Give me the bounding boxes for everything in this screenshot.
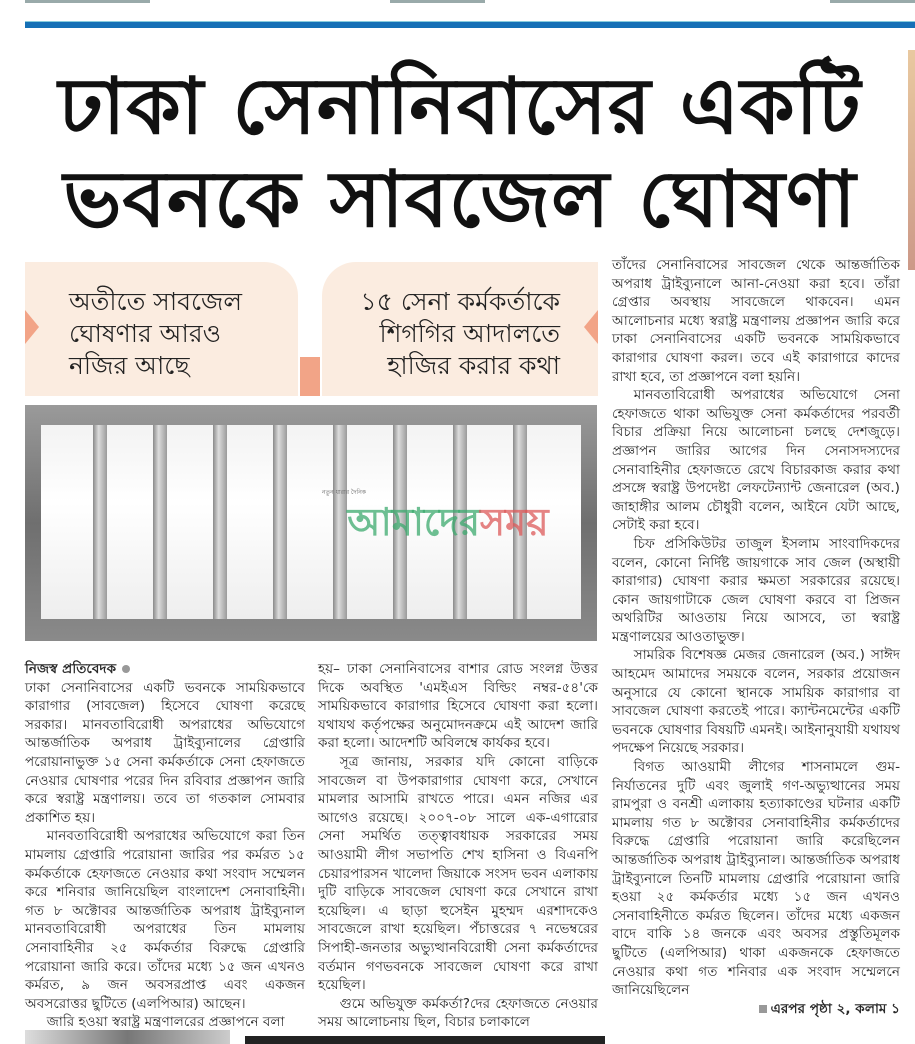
- paragraph: বিগত আওয়ামী লীগের শাসনামলে গুম-নির্যাতনের দুটি এবং জুলাই গণ-অভ্যুত্থানের সময় রামপুরা ও বনশ্রী এলাকায় হত্যাকাণ্ডের ঘটনার একটি মামলায় গত ৮ অক্টোবর সেনাবাহিনীর কর্মকর্তাদের বিরুদ্ধে গ্রেপ্তারি পরোয়ানা জারি করেছিলেন আন্তর্জাতিক অপরাধ ট্রাইব্যুনাল। আন্তর্জাতিক অপরাধ ট্রাইব্যুনালে তিনটি মামলায় গ্রেপ্তারি পরোয়ানা জারি হওয়া ২৫ কর্মকর্তার মধ্যে ১৫ জন এখনও সেনাবাহিনীতে কর্মরত ছিলেন। তাঁদের মধ্যে একজন বাদে বাকি ১৪ জনকে এবং অবসর প্রস্তুতিমূলক ছুটিতে (এলপিআর) থাকা একজনকে হেফাজতে নেওয়ার কথা গত শনিবার এক সংবাদ সম্মেলনে জানিয়েছিলেন: [612, 759, 900, 999]
- paragraph: সামরিক বিশেষজ্ঞ মেজর জেনারেল (অব.) সাঈদ আহমেদ আমাদের সময়কে বলেন, সরকার প্রয়োজন অনুসারে যে কোনো স্থানকে সাময়িক কারাগার বা সাবজেল ঘোষণা করতেই পারে। ক্যান্টনমেন্টের একটি ভবনকে ঘোষণার বিষয়টি এমনই। আইনানুযায়ী যথাযথ পদক্ষেপ নিয়েছে সরকার।: [612, 647, 900, 757]
- paragraph: ঢাকা সেনানিবাসের একটি ভবনকে সাময়িকভাবে কারাগার (সাবজেল) হিসেবে ঘোষণা করেছে সরকার। মানবতাবিরোধী অপরাধের অভিযোগে আন্তর্জাতিক অপরাধ ট্রাইব্যুনালের গ্রেপ্তারি পরোয়ানাভুক্ত ১৫ সেনা কর্মকর্তাকে সেনা হেফাজতে নেওয়ার ঘোষণার পরের দিন রবিবার প্রজ্ঞাপন জারি করে স্বরাষ্ট্র মন্ত্রণালয়। তবে তা গতকাল সোমবার প্রকাশিত হয়।: [25, 679, 305, 826]
- callout-line: শিগগির আদালতে: [379, 319, 560, 348]
- headline-line-1: ঢাকা সেনানিবাসের একটি: [58, 62, 862, 152]
- callout-line: ঘোষণার আরও: [69, 319, 221, 348]
- callout-line: ১৫ সেনা কর্মকর্তাকে: [360, 287, 560, 316]
- watermark-tagline: নতুন ধারার দৈনিক: [322, 489, 366, 496]
- previous-article-edge: [390, 0, 485, 3]
- callout-arrow-icon: [584, 310, 598, 344]
- previous-article-edge: [830, 0, 915, 3]
- section-divider-rule: [25, 21, 915, 28]
- paragraph: জারি হওয়া স্বরাষ্ট্র মন্ত্রণালরের প্রজ্ঞাপনে বলা: [46, 1014, 285, 1031]
- headline-line-2: ভবনকে সাবজেল ঘোষণা: [63, 155, 857, 245]
- byline-text: নিজস্ব প্রতিবেদক: [25, 661, 117, 677]
- continuation-text: এরপর পৃষ্ঠা ২, কলাম ১: [770, 1000, 900, 1017]
- paragraph: চিফ প্রসিকিউটর তাজুল ইসলাম সাংবাদিকদের বলেন, কোনো নির্দিষ্ট জায়গাকে সাব জেল (অস্থায়ী কারাগার) ঘোষণা করার ক্ষমতা সরকারের রয়েছে। কোন জায়গাটাকে জেল ঘোষণা করবে বা প্রিজন অথরিটির আওতায় নিয়ে আসবে, তা স্বরাষ্ট্র মন্ত্রণালয়ের আওতাভুক্ত।: [612, 535, 900, 645]
- callout-left: [25, 262, 298, 396]
- square-bullet-icon: [759, 1005, 767, 1013]
- previous-article-edge: [25, 0, 150, 3]
- bullet-icon: [122, 665, 130, 673]
- callout-arrow-icon: [25, 310, 39, 344]
- watermark-part-1: আমাদের: [347, 500, 480, 544]
- decorative-square: [300, 357, 320, 396]
- paragraph: গুমে অভিযুক্ত কর্মকর্তা?দের হেফাজতে নেওয়ার সময় আলোচনায় ছিল, বিচার চলাকালে: [318, 995, 598, 1031]
- next-article-photo: [25, 1030, 230, 1044]
- adjacent-article-image: [908, 50, 915, 270]
- paragraph: সূত্র জানায়, সরকার যদি কোনো বাড়িকে সাবজেল বা উপকারাগার ঘোষণা করে, সেখানে মামলার আসামি রাখতে পারে। এমন নজির এর আগেও রয়েছে। ২০০৭-০৮ সালে এক-এগারোর সেনা সমর্থিত তত্ত্বাবধায়ক সরকারের সময় আওয়ামী লীগ সভাপতি শেখ হাসিনা ও বিএনপি চেয়ারপারসন খালেদা জিয়াকে সংসদ ভবন এলাকায় দুটি বাড়িকে সাবজেল ঘোষণা করে সেখানে রাখা হয়েছিল। এ ছাড়া হুসেইন মুহম্মদ এরশাদকেও সাবজেলে রাখা হয়েছিল। পঁচাত্তরের ৭ নভেম্বরের সিপাহী-জনতার অভ্যুত্থানবিরোধী সেনা কর্মকর্তাদের বর্তমান গণভবনকে সাবজেল ঘোষণা করে রাখা হয়েছিল।: [318, 753, 598, 994]
- callout-line: নজির আছে: [69, 351, 190, 380]
- jail-bar: [213, 425, 227, 619]
- continuation-note: [759, 1000, 900, 1019]
- jail-bar: [273, 425, 287, 619]
- jail-bar: [93, 425, 107, 619]
- article-column-1: [25, 660, 305, 1032]
- article-column-2: [318, 660, 598, 1032]
- paragraph: তাঁদের সেনানিবাসের সাবজেল থেকে আন্তর্জাতিক অপরাধ ট্রাইব্যুনালে আনা-নেওয়া করা হবে। তাঁরা গ্রেপ্তার অবস্থায় সাবজেলে থাকবেন। এমন আলোচনার মধ্যে স্বরাষ্ট্র মন্ত্রণালয় প্রজ্ঞাপন জারি করে ঢাকা সেনানিবাসের একটি ভবনকে সাময়িকভাবে কারাগার ঘোষণা করল। তবে এই কারাগারে কাদের রাখা হবে, তা প্রজ্ঞাপনে বলা হয়নি।: [612, 257, 900, 385]
- watermark-part-2: সময়: [480, 500, 549, 544]
- article-column-3: [612, 256, 900, 1018]
- newspaper-watermark-logo: [298, 489, 598, 557]
- byline: [25, 660, 305, 679]
- jail-bar: [153, 425, 167, 619]
- callout-line: হাজির করার কথা: [387, 351, 560, 380]
- callout-right: [322, 262, 598, 396]
- paragraph: মানবতাবিরোধী অপরাধের অভিযোগে করা তিন মামলায় গ্রেপ্তারি পরোয়ানা জারির পর কর্মরত ১৫ কর্মকর্তাকে হেফাজতে নেওয়ার কথা সংবাদ সম্মেলন করে শনিবার জানিয়েছিল বাংলাদেশ সেনাবাহিনী। গত ৮ অক্টোবর আন্তর্জাতিক অপরাধ ট্রাইব্যুনাল মানবতাবিরোধী অপরাধের তিন মামলায় সেনাবাহিনীর ২৫ কর্মকর্তার বিরুদ্ধে গ্রেপ্তারি পরোয়ানা জারি করে। তাঁদের মধ্যে ১৫ জন এখনও কর্মরত, ৯ জন অবসরপ্রাপ্ত এবং একজন অবসরোত্তর ছুটিতে (এলপিআর) আছেন।: [25, 828, 305, 1012]
- next-article-headline-edge: [245, 1036, 605, 1044]
- paragraph: হয়– ঢাকা সেনানিবাসের বাশার রোড সংলগ্ন উত্তর দিকে অবস্থিত 'এমইএস বিল্ডিং নম্বর-৫৪'কে সাময়িকভাবে কারাগার হিসেবে ঘোষণা করা হলো। যথাযথ কর্তৃপক্ষের অনুমোদনক্রমে এই আদেশ জারি করা হলো। আদেশটি অবিলম্বে কার্যকর হবে।: [318, 661, 598, 752]
- paragraph: মানবতাবিরোধী অপরাধের অভিযোগে সেনা হেফাজতে থাকা অভিযুক্ত সেনা কর্মকর্তাদের পরবর্তী বিচার প্রক্রিয়া নিয়ে আলোচনা চলছে দেশজুড়ে। প্রজ্ঞাপন জারির আগের দিন সেনাসদস্যদের সেনাবাহিনীর হেফাজতে রেখে বিচারকাজ করার কথা প্রসঙ্গে স্বরাষ্ট্র উপদেষ্টা লেফটেন্যান্ট জেনারেল (অব.) জাহাঙ্গীর আলম চৌধুরী বলেন, আইনে যেটা আছে, সেটাই করা হবে।: [612, 387, 900, 534]
- callout-line: অতীতে সাবজেল: [69, 287, 243, 316]
